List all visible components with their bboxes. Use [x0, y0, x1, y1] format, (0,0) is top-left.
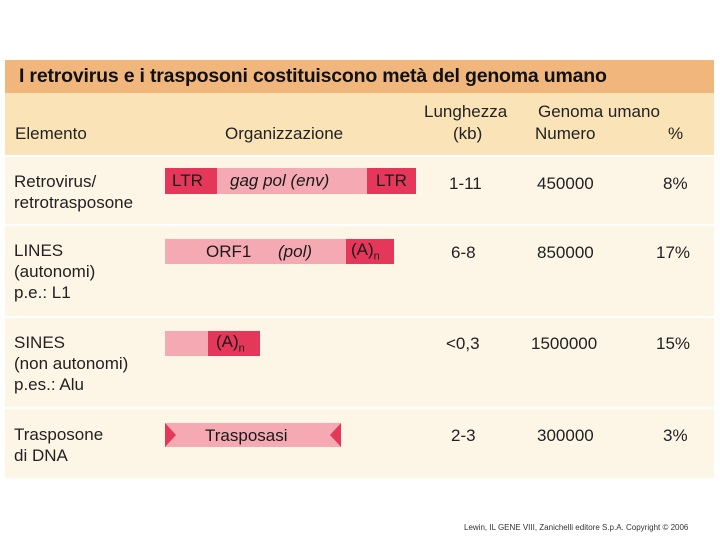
- ltr-left-label: LTR: [172, 171, 203, 190]
- header-numero: Numero: [535, 124, 596, 143]
- polya-subscript: n: [238, 342, 245, 355]
- element-name: [14, 240, 95, 303]
- inverted-repeat-arrows: [165, 423, 341, 447]
- row-divider: [5, 407, 714, 409]
- element-line: Trasposone: [14, 425, 104, 444]
- header-genoma-umano: Genoma umano: [538, 102, 660, 121]
- table-header: [5, 93, 714, 155]
- percent-value: 17%: [656, 243, 691, 262]
- sines-body-block: [165, 331, 208, 356]
- polya-text: (A): [216, 332, 239, 351]
- element-line: Retrovirus/: [14, 172, 97, 191]
- row-divider: [5, 316, 714, 318]
- pol-label: (pol): [278, 242, 313, 261]
- element-line: p.e.: L1: [14, 283, 71, 302]
- sines-diagram: [165, 331, 260, 356]
- header-elemento: Elemento: [15, 124, 87, 143]
- transposase-label: Trasposasi: [205, 426, 288, 445]
- length-value: 2-3: [451, 426, 476, 445]
- polya-subscript: n: [373, 250, 380, 263]
- header-organizzazione: Organizzazione: [225, 124, 344, 143]
- polya-text: (A): [351, 240, 374, 259]
- polya-label: [216, 332, 245, 354]
- polya-block: [346, 239, 394, 264]
- orf1-label: ORF1: [206, 242, 252, 261]
- number-value: 1500000: [531, 334, 598, 353]
- element-name: [14, 424, 103, 466]
- ltr-right-label: LTR: [376, 171, 407, 190]
- title-bar: [5, 60, 714, 93]
- genome-table: [5, 60, 714, 478]
- dna-transposon-diagram: [165, 423, 341, 447]
- ltr-right-block: [367, 168, 416, 194]
- polya-label: [351, 240, 380, 262]
- header-lunghezza: Lunghezza: [424, 102, 508, 121]
- genes-block: [217, 168, 367, 194]
- number-value: 300000: [537, 426, 594, 445]
- header-percent: %: [668, 124, 684, 143]
- right-repeat-arrow-icon: [330, 423, 341, 447]
- row-divider: [5, 224, 714, 226]
- length-value: 6-8: [451, 243, 476, 262]
- polya-block: [208, 331, 260, 356]
- element-name: [14, 171, 133, 213]
- element-line: LINES: [14, 241, 64, 260]
- length-value: <0,3: [446, 334, 480, 353]
- element-line: SINES: [14, 333, 66, 352]
- header-kb: (kb): [453, 124, 483, 143]
- number-value: 850000: [537, 243, 594, 262]
- element-line: retrotrasposone: [14, 193, 134, 212]
- genes-label: gag pol (env): [230, 171, 330, 190]
- percent-value: 15%: [656, 334, 691, 353]
- percent-value: 3%: [663, 426, 688, 445]
- row-divider: [5, 155, 714, 157]
- orf-block: [165, 239, 346, 264]
- page-title: I retrovirus e i trasposoni costituiscono metà del genoma umano: [19, 65, 607, 87]
- element-name: [14, 332, 128, 395]
- lines-diagram: [165, 239, 394, 264]
- left-repeat-arrow-icon: [165, 423, 176, 447]
- number-value: 450000: [537, 174, 594, 193]
- length-value: 1-11: [449, 174, 482, 193]
- element-line: (autonomi): [14, 262, 96, 281]
- percent-value: 8%: [663, 174, 688, 193]
- retrovirus-diagram: [165, 168, 416, 194]
- element-line: p.es.: Alu: [14, 375, 84, 394]
- element-line: di DNA: [14, 446, 68, 465]
- ltr-left-block: [165, 168, 217, 194]
- element-line: (non autonomi): [14, 354, 129, 373]
- copyright-notice: Lewin, IL GENE VIII, Zanichelli editore S.p.A. Copyright © 2006: [464, 523, 689, 532]
